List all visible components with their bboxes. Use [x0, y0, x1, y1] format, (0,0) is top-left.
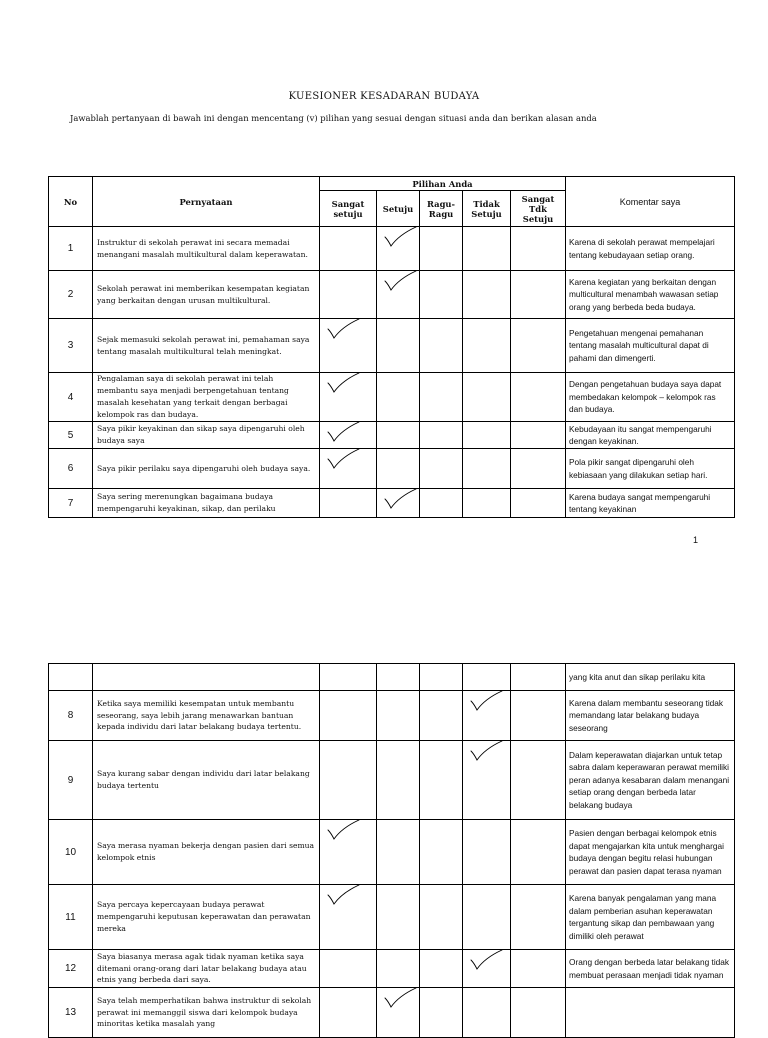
statement-cell: Ketika saya memiliki kesempatan untuk membantu seseorang, saya lebih jarang menawarkan bantuan kepada individu dari latar belakang budaya tertentu.	[93, 691, 320, 741]
statement-cell: Saya pikir keyakinan dan sikap saya dipengaruhi oleh budaya saya	[93, 422, 320, 449]
row-number: 10	[49, 820, 93, 885]
choice-cell-2[interactable]	[377, 422, 420, 449]
checkmark-icon	[326, 885, 360, 907]
statement-cell: Saya percaya kepercayaan budaya perawat mempengaruhi keputusan keperawatan dan perawatan mereka	[93, 885, 320, 950]
choice-cell-5[interactable]	[511, 422, 566, 449]
statement-cell: Saya pikir perilaku saya dipengaruhi oleh budaya saya.	[93, 449, 320, 489]
choice-cell-4[interactable]	[463, 885, 511, 950]
comment-cell: Karena banyak pengalaman yang mana dalam pemberian asuhan keperawatan tergantung sikap dan pembawaan yang dimiliki oleh perawat	[566, 885, 735, 950]
choice-cell-1[interactable]	[320, 271, 377, 319]
row-number: 8	[49, 691, 93, 741]
row-number: 4	[49, 373, 93, 422]
continuation-comment: yang kita anut dan sikap perilaku kita	[566, 664, 735, 691]
table-row	[49, 373, 735, 422]
statement-cell: Instruktur di sekolah perawat ini secara memadai menangani masalah multikultural dalam keperawatan.	[93, 227, 320, 271]
choice-cell-1[interactable]	[320, 227, 377, 271]
row-number: 2	[49, 271, 93, 319]
row-number: 7	[49, 489, 93, 518]
instruction-text: Jawablah pertanyaan di bawah ini dengan mencentang (v) pilihan yang sesuai dengan situasi anda dan berikan alasan anda	[70, 113, 597, 123]
table-row	[49, 271, 735, 319]
header-option-setuju: Setuju	[377, 191, 420, 227]
statement-cell: Saya sering merenungkan bagaimana budaya mempengaruhi keyakinan, sikap, dan perilaku	[93, 489, 320, 518]
choice-cell-4[interactable]	[463, 373, 511, 422]
choice-cell-5[interactable]	[511, 271, 566, 319]
table-row	[49, 489, 735, 518]
choice-cell-5[interactable]	[511, 227, 566, 271]
comment-cell: Pola pikir sangat dipengaruhi oleh kebiasaan yang dilakukan setiap hari.	[566, 449, 735, 489]
choice-cell-2[interactable]	[377, 319, 420, 373]
table-row	[49, 691, 735, 741]
choice-cell-4[interactable]	[463, 988, 511, 1038]
header-option-sangat-setuju: Sangat setuju	[320, 191, 377, 227]
choice-cell-2[interactable]	[377, 373, 420, 422]
questionnaire-table-page1	[48, 176, 735, 518]
table-row	[49, 449, 735, 489]
table-row	[49, 885, 735, 950]
choice-cell-1[interactable]	[320, 741, 377, 820]
choice-cell-2[interactable]	[377, 449, 420, 489]
choice-cell-2[interactable]	[377, 741, 420, 820]
choice-cell-4[interactable]	[463, 422, 511, 449]
choice-cell-3[interactable]	[420, 271, 463, 319]
table-row	[49, 741, 735, 820]
comment-cell: Karena dalam membantu seseorang tidak memandang latar belakang budaya seseorang	[566, 691, 735, 741]
header-option-tidak-setuju: Tidak Setuju	[463, 191, 511, 227]
header-choice-group: Pilihan Anda	[320, 177, 566, 191]
choice-cell-5[interactable]	[511, 449, 566, 489]
choice-cell-3[interactable]	[420, 820, 463, 885]
choice-cell-2[interactable]	[377, 820, 420, 885]
questionnaire-table-page2	[48, 663, 735, 1038]
choice-cell-3[interactable]	[420, 691, 463, 741]
choice-cell-5[interactable]	[511, 489, 566, 518]
choice-cell-3[interactable]	[420, 449, 463, 489]
choice-cell-3[interactable]	[420, 227, 463, 271]
checkmark-icon	[469, 691, 503, 713]
statement-cell: Saya telah memperhatikan bahwa instruktur di sekolah perawat ini memanggil siswa dari kelompok budaya minoritas ketika masalah yang	[93, 988, 320, 1038]
choice-cell-3[interactable]	[420, 422, 463, 449]
checkmark-icon	[326, 319, 360, 341]
choice-cell-5[interactable]	[511, 741, 566, 820]
choice-cell-3[interactable]	[420, 988, 463, 1038]
header-option-ragu-ragu: Ragu-Ragu	[420, 191, 463, 227]
choice-cell-3[interactable]	[420, 373, 463, 422]
choice-cell-5[interactable]	[511, 988, 566, 1038]
comment-cell: Dengan pengetahuan budaya saya dapat membedakan kelompok – kelompok ras dan budaya.	[566, 373, 735, 422]
table-row	[49, 227, 735, 271]
choice-cell-5[interactable]	[511, 319, 566, 373]
table-row	[49, 950, 735, 988]
choice-cell-4[interactable]	[463, 449, 511, 489]
row-number: 1	[49, 227, 93, 271]
comment-cell: Kebudayaan itu sangat mempengaruhi dengan keyakinan.	[566, 422, 735, 449]
comment-cell: Karena di sekolah perawat mempelajari tentang kebudayaan setiap orang.	[566, 227, 735, 271]
checkmark-icon	[469, 741, 503, 763]
comment-cell: Karena kegiatan yang berkaitan dengan multicultural menambah wawasan setiap orang yang berbeda beda budaya.	[566, 271, 735, 319]
page-number: 1	[693, 535, 699, 545]
comment-cell: Karena budaya sangat mempengaruhi tentang keyakinan	[566, 489, 735, 518]
checkmark-icon	[383, 988, 417, 1010]
choice-cell-5[interactable]	[511, 373, 566, 422]
choice-cell-5[interactable]	[511, 820, 566, 885]
statement-cell: Sejak memasuki sekolah perawat ini, pemahaman saya tentang masalah multikultural telah meningkat.	[93, 319, 320, 373]
choice-cell-1[interactable]	[320, 820, 377, 885]
choice-cell-3[interactable]	[420, 489, 463, 518]
choice-cell-1[interactable]	[320, 449, 377, 489]
choice-cell-2[interactable]	[377, 489, 420, 518]
header-option-sangat-tdk-setuju: Sangat Tdk Setuju	[511, 191, 566, 227]
comment-cell: Pengetahuan mengenai pemahanan tentang masalah multicultural dapat di pahami dan dimengerti.	[566, 319, 735, 373]
comment-cell: Orang dengan berbeda latar belakang tidak membuat perasaan menjadi tidak nyaman	[566, 950, 735, 988]
choice-cell-4[interactable]	[463, 489, 511, 518]
checkmark-icon	[326, 373, 360, 395]
header-statement: Pernyataan	[93, 177, 320, 227]
choice-cell-3[interactable]	[420, 950, 463, 988]
choice-cell-2[interactable]	[377, 988, 420, 1038]
choice-cell-1[interactable]	[320, 489, 377, 518]
choice-cell-3[interactable]	[420, 319, 463, 373]
checkmark-icon	[383, 271, 417, 293]
table-row	[49, 820, 735, 885]
choice-cell-3[interactable]	[420, 741, 463, 820]
statement-cell: Saya kurang sabar dengan individu dari latar belakang budaya tertentu	[93, 741, 320, 820]
choice-cell-4[interactable]	[463, 820, 511, 885]
header-comment: Komentar saya	[566, 177, 735, 227]
choice-cell-4[interactable]	[463, 227, 511, 271]
choice-cell-5[interactable]	[511, 885, 566, 950]
choice-cell-1[interactable]	[320, 950, 377, 988]
choice-cell-1[interactable]	[320, 319, 377, 373]
choice-cell-1[interactable]	[320, 422, 377, 449]
choice-cell-5[interactable]	[511, 950, 566, 988]
row-number: 11	[49, 885, 93, 950]
continuation-row	[49, 664, 735, 691]
row-number: 12	[49, 950, 93, 988]
choice-cell-2[interactable]	[377, 885, 420, 950]
row-number: 5	[49, 422, 93, 449]
statement-cell: Sekolah perawat ini memberikan kesempatan kegiatan yang berkaitan dengan urusan multikultural.	[93, 271, 320, 319]
statement-cell: Saya merasa nyaman bekerja dengan pasien dari semua kelompok etnis	[93, 820, 320, 885]
checkmark-icon	[326, 422, 360, 444]
choice-cell-4[interactable]	[463, 319, 511, 373]
checkmark-icon	[326, 820, 360, 842]
choice-cell-4[interactable]	[463, 741, 511, 820]
choice-cell-2[interactable]	[377, 227, 420, 271]
row-number: 6	[49, 449, 93, 489]
choice-cell-5[interactable]	[511, 691, 566, 741]
choice-cell-2[interactable]	[377, 691, 420, 741]
choice-cell-1[interactable]	[320, 988, 377, 1038]
table-row	[49, 319, 735, 373]
checkmark-icon	[326, 449, 360, 471]
questionnaire-title: KUESIONER KESADARAN BUDAYA	[288, 91, 480, 102]
checkmark-icon	[469, 950, 503, 972]
comment-cell: Pasien dengan berbagai kelompok etnis dapat mengajarkan kita untuk menghargai budaya dengan begitu relasi hubungan perawat dan pasien dapat terasa nyaman	[566, 820, 735, 885]
statement-cell: Saya biasanya merasa agak tidak nyaman ketika saya ditemani orang-orang dari latar belakang budaya atau etnis yang berbeda dari saya.	[93, 950, 320, 988]
choice-cell-1[interactable]	[320, 373, 377, 422]
row-number: 3	[49, 319, 93, 373]
choice-cell-4[interactable]	[463, 691, 511, 741]
choice-cell-1[interactable]	[320, 691, 377, 741]
statement-cell: Pengalaman saya di sekolah perawat ini telah membantu saya menjadi berpengetahuan tentang masalah kesehatan yang terkait dengan berbagai kelompok ras dan budaya.	[93, 373, 320, 422]
table-row	[49, 422, 735, 449]
choice-cell-3[interactable]	[420, 885, 463, 950]
choice-cell-1[interactable]	[320, 885, 377, 950]
choice-cell-2[interactable]	[377, 271, 420, 319]
choice-cell-4[interactable]	[463, 950, 511, 988]
choice-cell-2[interactable]	[377, 950, 420, 988]
table-row	[49, 988, 735, 1038]
row-number: 13	[49, 988, 93, 1038]
checkmark-icon	[383, 227, 417, 249]
choice-cell-4[interactable]	[463, 271, 511, 319]
row-number: 9	[49, 741, 93, 820]
checkmark-icon	[383, 489, 417, 511]
comment-cell	[566, 988, 735, 1038]
comment-cell: Dalam keperawatan diajarkan untuk tetap sabra dalam keperawaran perawat memiliki peran adanya kesabaran dalam menangani setiap orang dengan berbeda latar belakang budaya	[566, 741, 735, 820]
header-no: No	[49, 177, 93, 227]
